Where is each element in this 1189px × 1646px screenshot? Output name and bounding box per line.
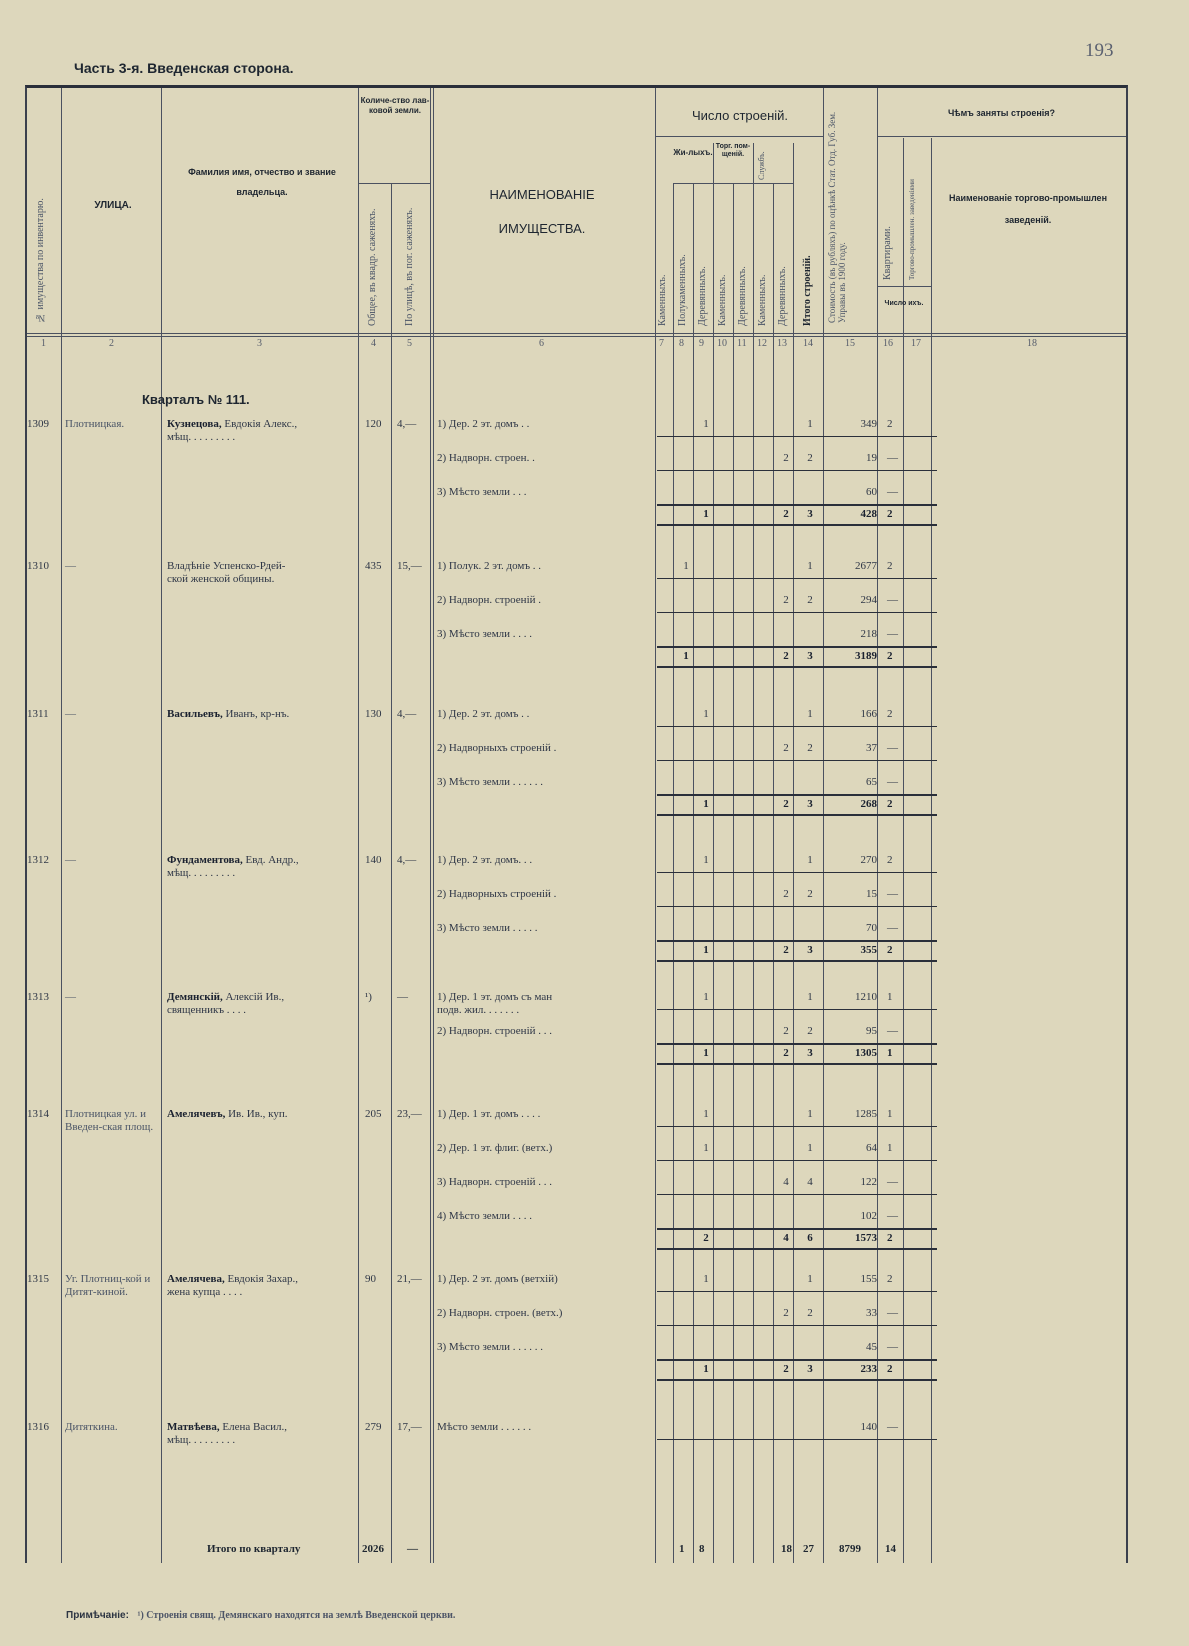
- count-c14: 1: [807, 1142, 813, 1154]
- property-item: 3) Мѣсто земли . . . . . .: [437, 776, 544, 788]
- total-dash: —: [407, 1543, 418, 1555]
- apartments-count: 1: [887, 1142, 893, 1154]
- value: 102: [860, 1210, 877, 1222]
- page-number: 193: [1085, 40, 1114, 61]
- apartments-count: —: [887, 888, 898, 900]
- count-c8: 1: [683, 560, 689, 572]
- area-total: 90: [365, 1273, 376, 1285]
- colnum-12: 12: [757, 338, 767, 349]
- value: 270: [860, 854, 877, 866]
- sum-c14: 3: [807, 508, 813, 520]
- apartments-count: —: [887, 1210, 898, 1222]
- count-c14: 1: [807, 418, 813, 430]
- property-item: 3) Мѣсто земли . . . . . .: [437, 1341, 544, 1353]
- count-c13: 2: [783, 742, 789, 754]
- street-name: —: [65, 708, 76, 720]
- sum-c13: 2: [783, 508, 789, 520]
- property-item: Мѣсто земли . . . . . .: [437, 1421, 532, 1433]
- property-item: 1) Дер. 2 эт. домъ. . .: [437, 854, 533, 866]
- header-count: Число ихъ.: [884, 300, 924, 307]
- count-c9: 1: [703, 1108, 709, 1120]
- street-name: —: [65, 854, 76, 866]
- value: 15: [866, 888, 877, 900]
- record-row: [27, 708, 1126, 810]
- sum-value: 355: [860, 944, 877, 956]
- area-street: 21,—: [397, 1273, 422, 1285]
- count-c9: 1: [703, 418, 709, 430]
- header-land-total: Общее, въ квадр. саженяхъ.: [367, 208, 378, 326]
- owner: [167, 560, 367, 572]
- count-c14: 1: [807, 854, 813, 866]
- sum-c9: 1: [703, 944, 709, 956]
- sum-c13: 4: [783, 1232, 789, 1244]
- inventory-number: 1315: [27, 1273, 49, 1285]
- count-c14: 2: [807, 888, 813, 900]
- value: 37: [866, 742, 877, 754]
- area-total: 130: [365, 708, 382, 720]
- sum-value: 1573: [855, 1232, 877, 1244]
- count-c13: 2: [783, 1307, 789, 1319]
- area-total: 120: [365, 418, 382, 430]
- record-row: [27, 991, 1126, 1059]
- inventory-number: 1313: [27, 991, 49, 1003]
- property-item: 3) Мѣсто земли . . . . .: [437, 922, 538, 934]
- sum-c9: 1: [703, 798, 709, 810]
- sum-apartments: 2: [887, 1232, 893, 1244]
- count-c9: 1: [703, 1142, 709, 1154]
- apartments-count: 2: [887, 560, 893, 572]
- record-row: [27, 1421, 1126, 1446]
- owner-line2: мѣщ. . . . . . . . .: [167, 431, 236, 443]
- street-name: Дитяткина.: [65, 1421, 118, 1433]
- sum-c14: 3: [807, 1363, 813, 1375]
- record-row: [27, 560, 1126, 662]
- value: 64: [866, 1142, 877, 1154]
- apartments-count: 1: [887, 1108, 893, 1120]
- header-stone: Каменныхъ.: [657, 274, 668, 326]
- street-name: Уг. Плотниц-кой и Дитят-киной.: [65, 1273, 151, 1298]
- owner-name: Ив. Ив., куп.: [225, 1108, 288, 1120]
- property-item: 3) Мѣсто земли . . .: [437, 486, 527, 498]
- header-trade: Торг. пом-щеній.: [715, 143, 751, 159]
- total-value: 8799: [839, 1543, 861, 1555]
- header-trade-est: Торгово-промышлен. заведеніями: [908, 179, 916, 280]
- colnum-5: 5: [407, 338, 412, 349]
- count-c14: 1: [807, 708, 813, 720]
- header-land-street: По улицѣ, въ пог. саженяхъ.: [404, 207, 415, 326]
- sum-apartments: 1: [887, 1047, 893, 1059]
- sum-apartments: 2: [887, 508, 893, 520]
- count-c14: 2: [807, 1307, 813, 1319]
- total-c8: 1: [679, 1543, 685, 1555]
- property-item: 3) Мѣсто земли . . . .: [437, 628, 533, 640]
- apartments-count: 2: [887, 418, 893, 430]
- street-name: Плотницкая.: [65, 418, 125, 430]
- property-item: 3) Надворн. строеній . . .: [437, 1176, 553, 1188]
- colnum-1: 1: [41, 338, 46, 349]
- total-label: Итого по кварталу: [207, 1543, 301, 1555]
- owner-line2: священникъ . . . .: [167, 1004, 247, 1016]
- total-c14: 27: [803, 1543, 814, 1555]
- header-total-buildings: Итого строеній.: [802, 255, 813, 326]
- sum-c13: 2: [783, 1363, 789, 1375]
- header-owner: Фамилия имя, отчество и звание владельца.: [188, 167, 336, 197]
- count-c14: 1: [807, 991, 813, 1003]
- value: 140: [860, 1421, 877, 1433]
- apartments-count: —: [887, 1421, 898, 1433]
- apartments-count: —: [887, 1176, 898, 1188]
- value: 1210: [855, 991, 877, 1003]
- owner-line2: мѣщ. . . . . . . . .: [167, 867, 236, 879]
- sum-c13: 2: [783, 1047, 789, 1059]
- count-c14: 4: [807, 1176, 813, 1188]
- sum-c13: 2: [783, 650, 789, 662]
- owner: [167, 991, 367, 1003]
- header-occupied: Чѣмъ заняты строенія?: [947, 108, 1056, 118]
- apartments-count: —: [887, 486, 898, 498]
- apartments-count: 2: [887, 1273, 893, 1285]
- street-name: Плотницкая ул. и Введен-ская площ.: [65, 1108, 154, 1133]
- colnum-3: 3: [257, 338, 262, 349]
- value: 218: [860, 628, 877, 640]
- property-item: 2) Надворныхъ строеній .: [437, 888, 557, 900]
- property-item: 1) Дер. 1 эт. домъ съ ман: [437, 991, 553, 1003]
- sum-apartments: 2: [887, 650, 893, 662]
- record-row: [27, 418, 1126, 520]
- owner-name: Елена Васил.,: [219, 1421, 287, 1433]
- value: 2677: [855, 560, 877, 572]
- street-name: —: [65, 560, 76, 572]
- value: 349: [860, 418, 877, 430]
- property-item: 2) Надворн. строен. (ветх.): [437, 1307, 563, 1319]
- colnum-16: 16: [883, 338, 893, 349]
- owner-surname: Демянскій,: [167, 991, 223, 1003]
- owner-name: Евд. Андр.,: [242, 854, 299, 866]
- value: 60: [866, 486, 877, 498]
- property-item: 1) Дер. 1 эт. домъ . . . .: [437, 1108, 541, 1120]
- count-c9: 1: [703, 854, 709, 866]
- value: 294: [860, 594, 877, 606]
- sum-c14: 3: [807, 944, 813, 956]
- apartments-count: —: [887, 742, 898, 754]
- footnote-text: ¹) Строенія свящ. Демянскаго находятся на землѣ Введенской церкви.: [137, 1610, 456, 1621]
- count-c14: 1: [807, 1108, 813, 1120]
- header-property: НАИМЕНОВАНІЕ ИМУЩЕСТВА.: [489, 187, 595, 236]
- owner-line2: ской женской общины.: [167, 573, 275, 585]
- colnum-2: 2: [109, 338, 114, 349]
- sum-c9: 1: [703, 1363, 709, 1375]
- apartments-count: —: [887, 1307, 898, 1319]
- colnum-4: 4: [371, 338, 376, 349]
- inventory-number: 1310: [27, 560, 49, 572]
- sum-c9: 1: [703, 1047, 709, 1059]
- colnum-15: 15: [845, 338, 855, 349]
- owner: [167, 708, 367, 720]
- header-residential: Жи-лыхъ.: [673, 148, 713, 157]
- owner: [167, 1273, 367, 1285]
- area-street: 4,—: [397, 418, 417, 430]
- owner-surname: Матвѣева,: [167, 1421, 220, 1433]
- sum-apartments: 2: [887, 1363, 893, 1375]
- owner: [167, 854, 367, 866]
- apartments-count: —: [887, 594, 898, 606]
- sum-c14: 6: [807, 1232, 813, 1244]
- sum-c14: 3: [807, 650, 813, 662]
- header-trade-names: Наименованіе торгово-промышлен заведеній.: [948, 193, 1107, 225]
- owner-name: Иванъ, кр-нъ.: [222, 708, 290, 720]
- street-name: —: [65, 991, 76, 1003]
- header-apartments: Квартирами.: [882, 226, 893, 280]
- apartments-count: —: [887, 1025, 898, 1037]
- owner-name: Евдокія Захар.,: [224, 1273, 299, 1285]
- owner: [167, 1108, 367, 1120]
- property-item-cont: подв. жил. . . . . . .: [437, 1004, 520, 1016]
- value: 155: [860, 1273, 877, 1285]
- sum-c9: 1: [703, 508, 709, 520]
- apartments-count: 2: [887, 708, 893, 720]
- value: 33: [866, 1307, 877, 1319]
- area-street: 17,—: [397, 1421, 422, 1433]
- owner-name: Евдокія Алекс.,: [221, 418, 298, 430]
- record-row: [27, 854, 1126, 956]
- owner-name: Владѣніе Успенско-Рдей-: [167, 560, 286, 572]
- count-c14: 2: [807, 594, 813, 606]
- sum-c13: 2: [783, 944, 789, 956]
- header-value: Стоимость (въ рубляхъ) по оцѣнкѣ Стат. Отд. Губ. Зем. Управы въ 1900 году.: [827, 111, 847, 323]
- inventory-table: [25, 85, 1128, 1563]
- sum-value: 428: [860, 508, 877, 520]
- property-item: 2) Надворн. строеній .: [437, 594, 542, 606]
- property-item: 4) Мѣсто земли . . . .: [437, 1210, 533, 1222]
- area-total: 279: [365, 1421, 382, 1433]
- value: 122: [860, 1176, 877, 1188]
- count-c14: 1: [807, 1273, 813, 1285]
- property-item: 2) Надворныхъ строеній .: [437, 742, 557, 754]
- apartments-count: 2: [887, 854, 893, 866]
- colnum-11: 11: [737, 338, 747, 349]
- property-item: 2) Надворн. строеній . . .: [437, 1025, 553, 1037]
- count-c13: 2: [783, 888, 789, 900]
- area-street: 23,—: [397, 1108, 422, 1120]
- record-row: [27, 1108, 1126, 1244]
- owner: [167, 418, 367, 430]
- colnum-18: 18: [1027, 338, 1037, 349]
- count-c13: 2: [783, 452, 789, 464]
- sum-c14: 3: [807, 1047, 813, 1059]
- sum-apartments: 2: [887, 798, 893, 810]
- area-street: 15,—: [397, 560, 422, 572]
- count-c9: 1: [703, 708, 709, 720]
- value: 19: [866, 452, 877, 464]
- count-c13: 2: [783, 594, 789, 606]
- area-street: 4,—: [397, 708, 417, 720]
- header-service-stone: Каменныхъ.: [757, 274, 768, 326]
- apartments-count: —: [887, 452, 898, 464]
- count-c9: 1: [703, 991, 709, 1003]
- total-c16: 14: [885, 1543, 896, 1555]
- part-title: Часть 3-я. Введенская сторона.: [74, 60, 294, 76]
- inventory-number: 1309: [27, 418, 49, 430]
- owner-line2: жена купца . . . .: [167, 1286, 243, 1298]
- owner-surname: Амелячева,: [167, 1273, 225, 1285]
- sum-c13: 2: [783, 798, 789, 810]
- footnote: [66, 1610, 455, 1621]
- sum-value: 1305: [855, 1047, 877, 1059]
- area-total: ¹): [365, 991, 372, 1003]
- sum-value: 268: [860, 798, 877, 810]
- inventory-number: 1312: [27, 854, 49, 866]
- property-item: 2) Надворн. строен. .: [437, 452, 535, 464]
- total-row: [27, 1543, 1126, 1565]
- sum-c8: 1: [683, 650, 689, 662]
- property-item: 1) Дер. 2 эт. домъ (ветхій): [437, 1273, 558, 1285]
- apartments-count: —: [887, 922, 898, 934]
- area-total: 435: [365, 560, 382, 572]
- inventory-number: 1316: [27, 1421, 49, 1433]
- footnote-label: Примѣчаніе:: [66, 1610, 129, 1621]
- owner: [167, 1421, 367, 1433]
- colnum-7: 7: [659, 338, 664, 349]
- count-c13: 4: [783, 1176, 789, 1188]
- owner-surname: Фундаментова,: [167, 854, 243, 866]
- value: 95: [866, 1025, 877, 1037]
- header-half-stone: Полукаменныхъ.: [677, 254, 688, 326]
- apartments-count: 1: [887, 991, 893, 1003]
- property-item: 1) Полук. 2 эт. домъ . .: [437, 560, 542, 572]
- sum-c14: 3: [807, 798, 813, 810]
- apartments-count: —: [887, 628, 898, 640]
- area-street: —: [397, 991, 408, 1003]
- colnum-8: 8: [679, 338, 684, 349]
- colnum-9: 9: [699, 338, 704, 349]
- property-item: 1) Дер. 2 эт. домъ . .: [437, 708, 530, 720]
- header-trade-wooden: Деревянныхъ.: [737, 266, 748, 326]
- value: 65: [866, 776, 877, 788]
- sum-apartments: 2: [887, 944, 893, 956]
- record-row: [27, 1273, 1126, 1375]
- header-inv-number: № имущества по инвентарю.: [35, 198, 46, 323]
- area-total: 140: [365, 854, 382, 866]
- sum-value: 233: [860, 1363, 877, 1375]
- header-buildings-count: Число строеній.: [691, 108, 789, 123]
- owner-surname: Васильевъ,: [167, 708, 223, 720]
- header-service-wooden: Деревянныхъ.: [777, 266, 788, 326]
- area-street: 4,—: [397, 854, 417, 866]
- owner-name: Алексій Ив.,: [222, 991, 285, 1003]
- inventory-number: 1314: [27, 1108, 49, 1120]
- count-c14: 2: [807, 1025, 813, 1037]
- value: 166: [860, 708, 877, 720]
- total-c9: 8: [699, 1543, 705, 1555]
- inventory-number: 1311: [27, 708, 49, 720]
- total-c13: 18: [781, 1543, 792, 1555]
- colnum-14: 14: [803, 338, 813, 349]
- owner-surname: Кузнецова,: [167, 418, 222, 430]
- count-c9: 1: [703, 1273, 709, 1285]
- count-c14: 1: [807, 560, 813, 572]
- sum-c9: 2: [703, 1232, 709, 1244]
- value: 1285: [855, 1108, 877, 1120]
- property-item: 2) Дер. 1 эт. флиг. (ветх.): [437, 1142, 553, 1154]
- apartments-count: —: [887, 776, 898, 788]
- colnum-13: 13: [777, 338, 787, 349]
- colnum-6: 6: [539, 338, 544, 349]
- owner-line2: мѣщ. . . . . . . . .: [167, 1434, 236, 1446]
- sum-value: 3189: [855, 650, 877, 662]
- area-total: 205: [365, 1108, 382, 1120]
- property-item: 1) Дер. 2 эт. домъ . .: [437, 418, 530, 430]
- count-c14: 2: [807, 742, 813, 754]
- colnum-10: 10: [717, 338, 727, 349]
- value: 45: [866, 1341, 877, 1353]
- colnum-17: 17: [911, 338, 921, 349]
- header-wooden: Деревянныхъ.: [697, 266, 708, 326]
- header-service: Службъ.: [757, 151, 766, 180]
- owner-surname: Амелячевъ,: [167, 1108, 226, 1120]
- apartments-count: —: [887, 1341, 898, 1353]
- value: 70: [866, 922, 877, 934]
- total-area: 2026: [362, 1543, 384, 1555]
- header-land-qty: Количе-ство лав-ковой земли.: [360, 96, 430, 115]
- header-street: УЛИЦА.: [94, 200, 132, 211]
- block-title: Кварталъ № 111.: [142, 392, 250, 407]
- count-c13: 2: [783, 1025, 789, 1037]
- count-c14: 2: [807, 452, 813, 464]
- header-trade-stone: Каменныхъ.: [717, 274, 728, 326]
